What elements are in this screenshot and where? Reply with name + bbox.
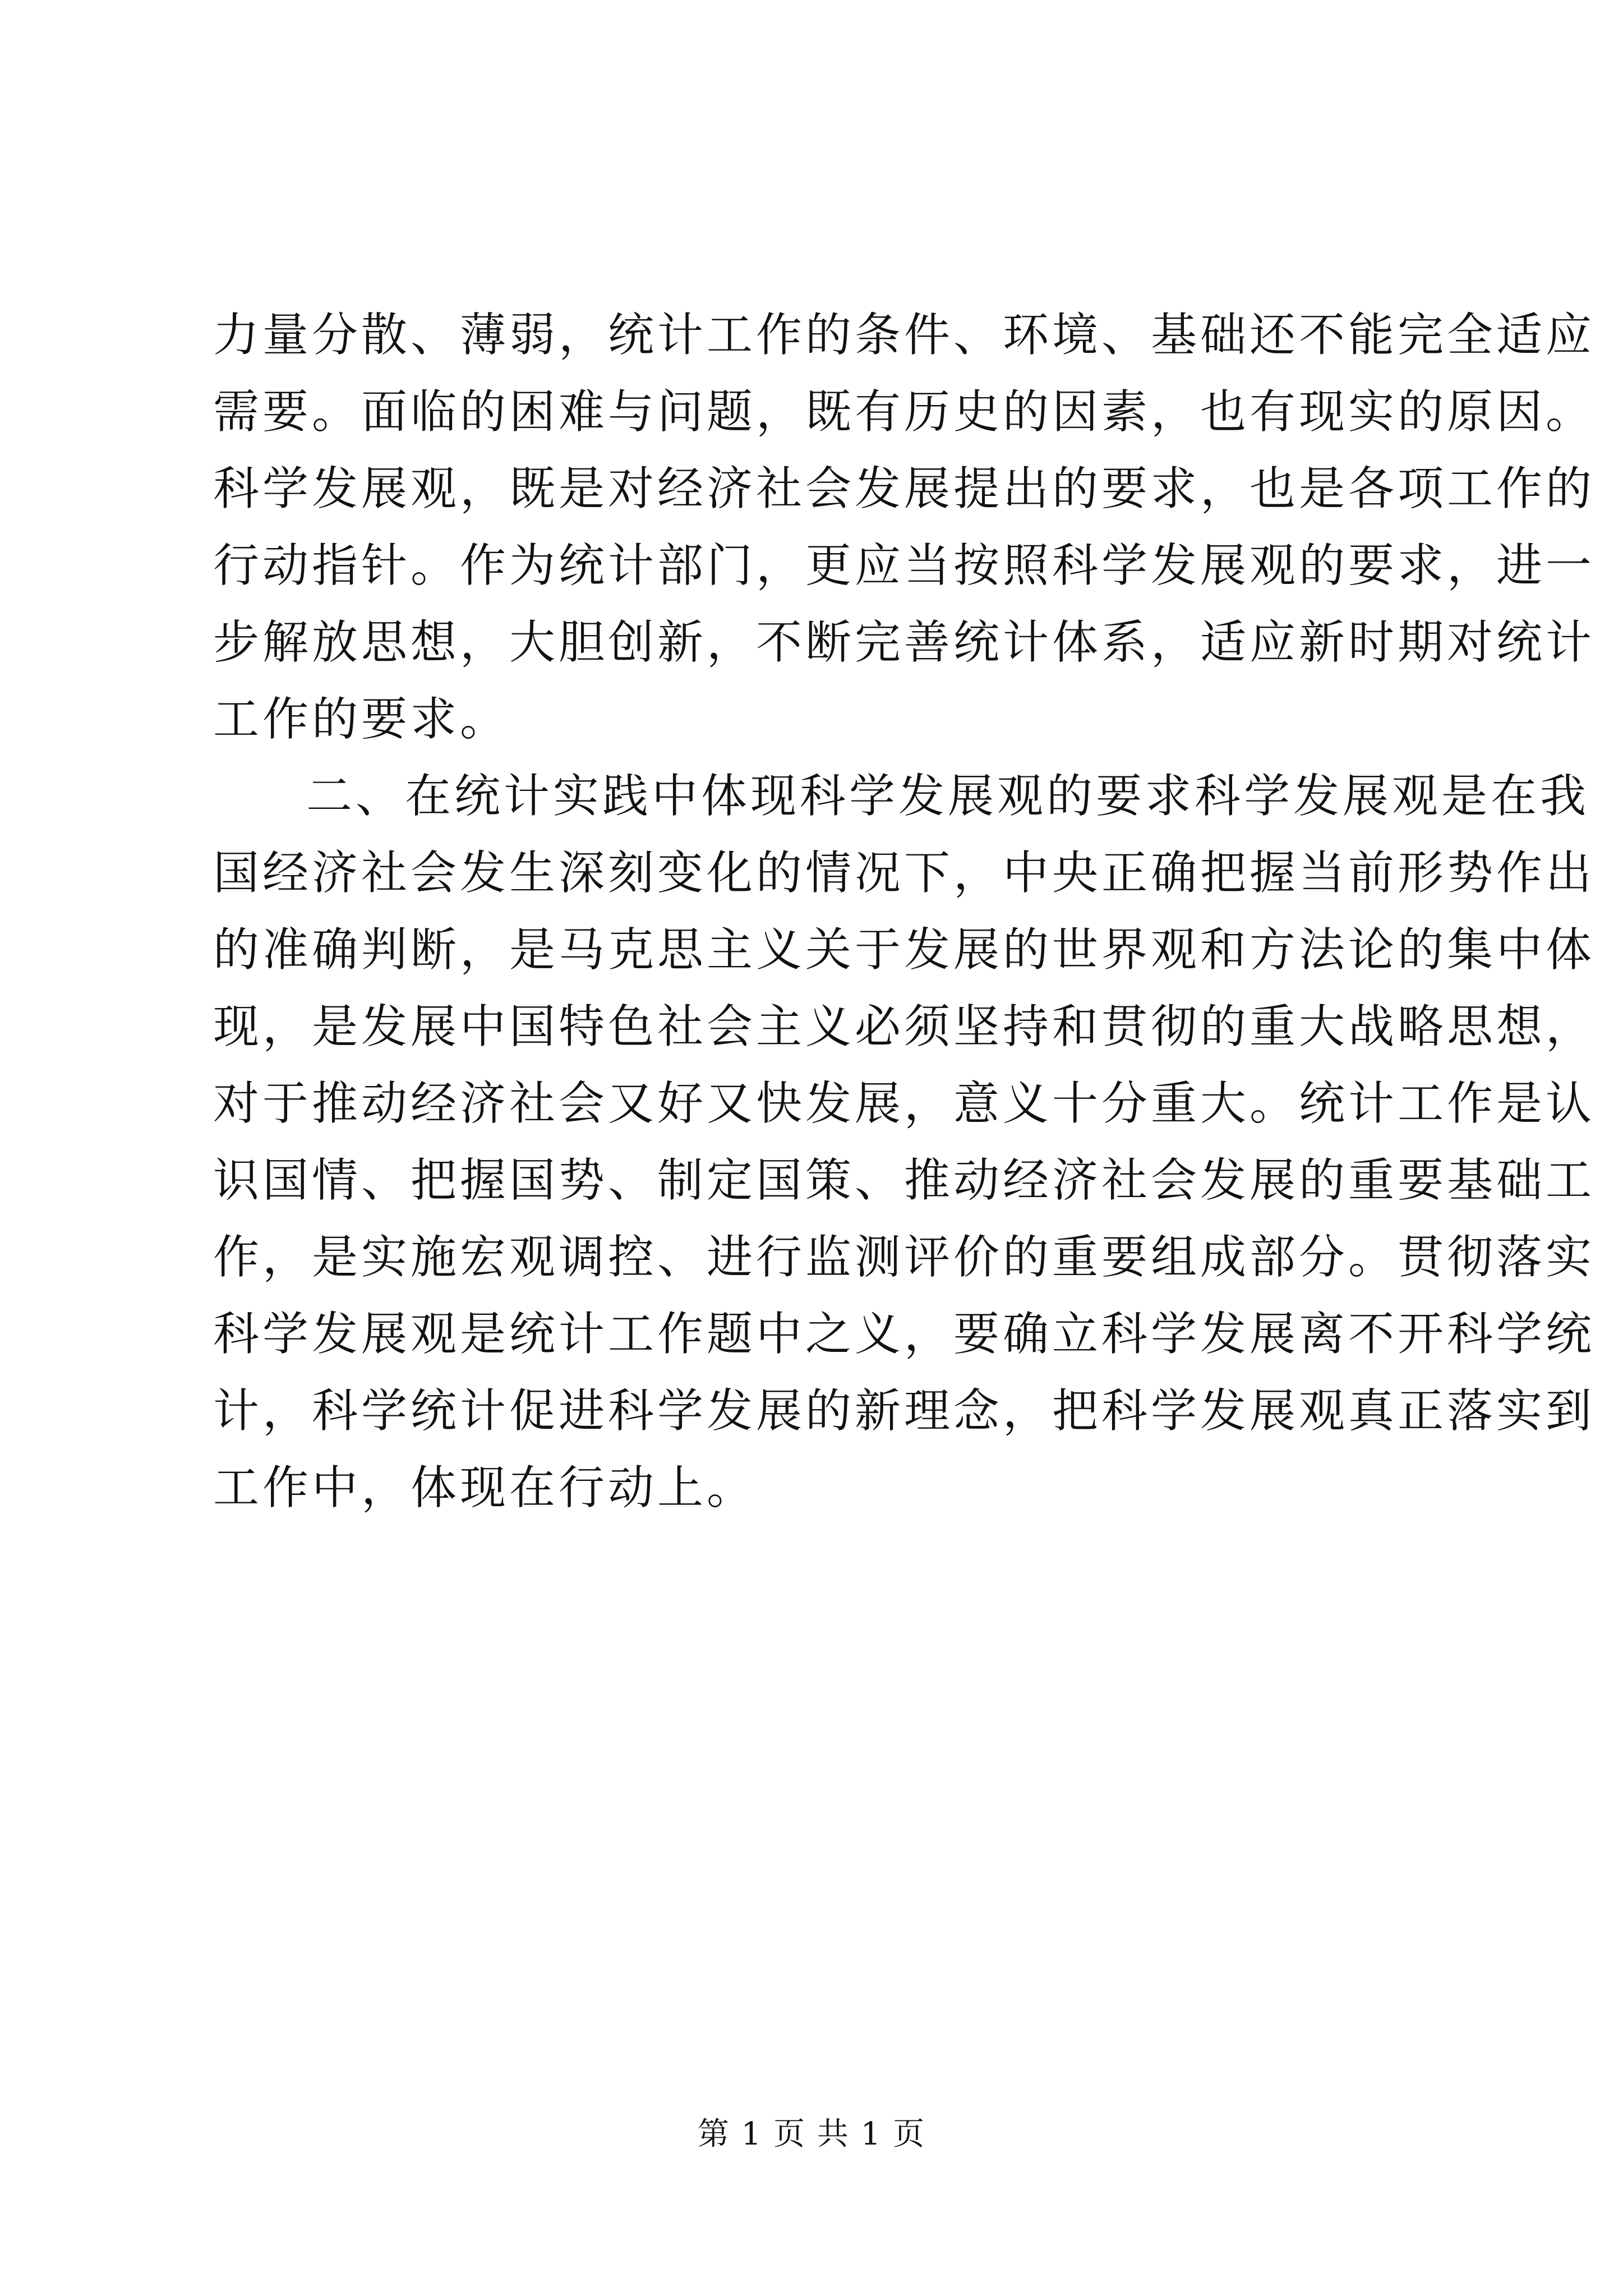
page-footer: 第 1 页 共 1 页 bbox=[697, 2116, 926, 2152]
text-line: 需要。面临的困难与问题，既有历史的因素，也有现实的原因。 bbox=[213, 385, 1596, 439]
text-line: 现，是发展中国特色社会主义必须坚持和贯彻的重大战略思想， bbox=[213, 1000, 1596, 1053]
text-line: 工作的要求。 bbox=[213, 693, 510, 746]
text-line: 工作中，体现在行动上。 bbox=[213, 1461, 757, 1515]
text-line: 对于推动经济社会又好又快发展，意义十分重大。统计工作是认 bbox=[213, 1077, 1596, 1130]
text-line: 计，科学统计促进科学发展的新理念，把科学发展观真正落实到 bbox=[213, 1384, 1596, 1438]
text-line: 作，是实施宏观调控、进行监测评价的重要组成部分。贯彻落实 bbox=[213, 1231, 1596, 1284]
text-line: 步解放思想，大胆创新，不断完善统计体系，适应新时期对统计 bbox=[213, 616, 1596, 669]
text-line: 行动指针。作为统计部门，更应当按照科学发展观的要求，进一 bbox=[213, 539, 1596, 592]
text-line: 识国情、把握国势、制定国策、推动经济社会发展的重要基础工 bbox=[213, 1154, 1596, 1207]
text-line: 力量分散、薄弱，统计工作的条件、环境、基础还不能完全适应 bbox=[213, 309, 1596, 362]
text-line: 的准确判断，是马克思主义关于发展的世界观和方法论的集中体 bbox=[213, 923, 1596, 977]
text-line: 科学发展观是统计工作题中之义，要确立科学发展离不开科学统 bbox=[213, 1308, 1596, 1361]
paragraph-heading-line: 二、在统计实践中体现科学发展观的要求科学发展观是在我 bbox=[306, 770, 1590, 823]
text-line: 科学发展观，既是对经济社会发展提出的要求，也是各项工作的 bbox=[213, 462, 1596, 516]
text-line: 国经济社会发生深刻变化的情况下，中央正确把握当前形势作出 bbox=[213, 846, 1596, 900]
